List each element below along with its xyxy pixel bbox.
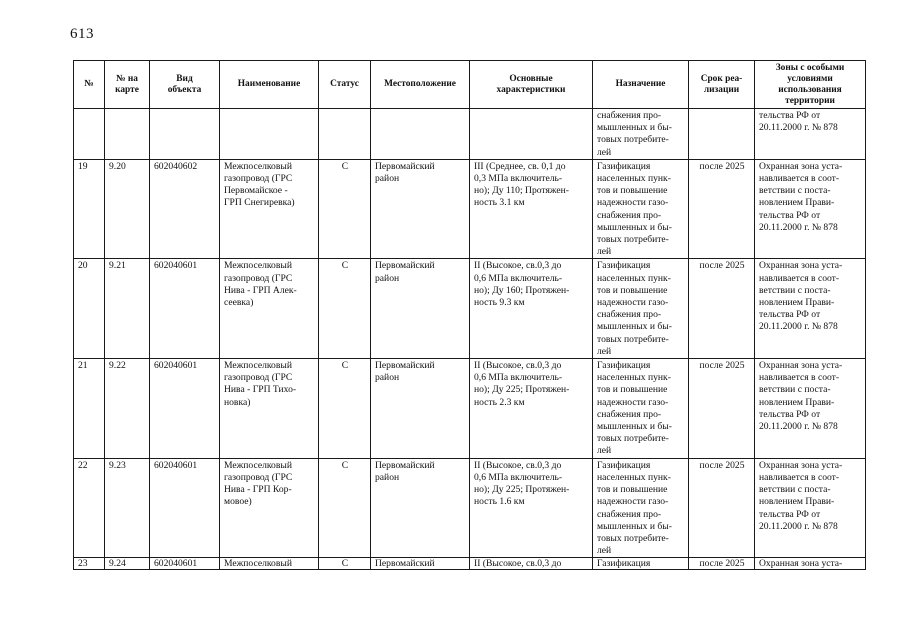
col-header-term: Срок реа- лизации <box>689 61 755 109</box>
cell-object-type: 602040602 <box>150 159 220 259</box>
cell-map-number: 9.21 <box>105 259 150 359</box>
col-header-object-type: Вид объекта <box>150 61 220 109</box>
cell-zones: Охранная зона уста- <box>755 558 866 570</box>
cell-zones: Охранная зона уста- навливается в соот- ветствии с поста- новлением Прави- тельства РФ от 20.11.2000 г. № 878 <box>755 159 866 259</box>
cell-term: после 2025 <box>689 558 755 570</box>
gas-pipeline-table <box>73 60 866 570</box>
cell-status <box>319 109 371 160</box>
cell-object-type: 602040601 <box>150 359 220 459</box>
table-row <box>74 359 866 459</box>
col-header-zones: Зоны с особыми условиями использования территории <box>755 61 866 109</box>
col-header-location: Местоположение <box>371 61 470 109</box>
col-header-number: № <box>74 61 105 109</box>
table-row <box>74 458 866 558</box>
cell-number: 19 <box>74 159 105 259</box>
cell-location: Первомайский район <box>371 159 470 259</box>
cell-purpose: Газификация населенных пунк- тов и повышение надежности газо- снабжения про- мышленных и бы- товых потребите- лей <box>593 359 689 459</box>
cell-purpose: снабжения про- мышленных и бы- товых потребите- лей <box>593 109 689 160</box>
cell-status: С <box>319 359 371 459</box>
table-row <box>74 159 866 259</box>
cell-zones: Охранная зона уста- навливается в соот- ветствии с поста- новлением Прави- тельства РФ от 20.11.2000 г. № 878 <box>755 458 866 558</box>
cell-purpose: Газификация населенных пунк- тов и повышение надежности газо- снабжения про- мышленных и бы- товых потребите- лей <box>593 259 689 359</box>
table-header-row <box>74 61 866 109</box>
cell-number: 23 <box>74 558 105 570</box>
cell-name: Межпоселковый газопровод (ГРС Нива - ГРП Тихо- новка) <box>220 359 319 459</box>
cell-object-type: 602040601 <box>150 259 220 359</box>
cell-status: С <box>319 259 371 359</box>
col-header-name: Наименование <box>220 61 319 109</box>
cell-zones: тельства РФ от 20.11.2000 г. № 878 <box>755 109 866 160</box>
col-header-characteristics: Основные характеристики <box>470 61 593 109</box>
col-header-status: Статус <box>319 61 371 109</box>
page-number: 613 <box>70 26 94 42</box>
cell-location: Первомайский район <box>371 359 470 459</box>
cell-characteristics <box>470 109 593 160</box>
cell-object-type: 602040601 <box>150 458 220 558</box>
cell-term <box>689 109 755 160</box>
table-row <box>74 558 866 570</box>
cell-number: 20 <box>74 259 105 359</box>
cell-name: Межпоселковый газопровод (ГРС Нива - ГРП Алек- сеевка) <box>220 259 319 359</box>
cell-number: 22 <box>74 458 105 558</box>
cell-purpose: Газификация <box>593 558 689 570</box>
cell-name: Межпоселковый газопровод (ГРС Первомайское - ГРП Снегиревка) <box>220 159 319 259</box>
cell-purpose: Газификация населенных пунк- тов и повышение надежности газо- снабжения про- мышленных и бы- товых потребите- лей <box>593 458 689 558</box>
cell-characteristics: II (Высокое, св.0,3 до 0,6 МПа включитель- но); Ду 225; Протяжен- ность 2.3 км <box>470 359 593 459</box>
cell-map-number: 9.23 <box>105 458 150 558</box>
cell-characteristics: II (Высокое, св.0,3 до 0,6 МПа включитель- но); Ду 225; Протяжен- ность 1.6 км <box>470 458 593 558</box>
cell-number: 21 <box>74 359 105 459</box>
cell-characteristics: II (Высокое, св.0,3 до <box>470 558 593 570</box>
cell-characteristics: III (Среднее, св. 0,1 до 0,3 МПа включитель- но); Ду 110; Протяжен- ность 3.1 км <box>470 159 593 259</box>
cell-purpose: Газификация населенных пунк- тов и повышение надежности газо- снабжения про- мышленных и бы- товых потребите- лей <box>593 159 689 259</box>
cell-status: С <box>319 159 371 259</box>
col-header-map-number: № на карте <box>105 61 150 109</box>
table-row-continuation <box>74 109 866 160</box>
cell-location <box>371 109 470 160</box>
cell-location: Первомайский район <box>371 259 470 359</box>
cell-object-type <box>150 109 220 160</box>
cell-location: Первомайский район <box>371 458 470 558</box>
col-header-purpose: Назначение <box>593 61 689 109</box>
cell-name <box>220 109 319 160</box>
cell-map-number: 9.24 <box>105 558 150 570</box>
cell-term: после 2025 <box>689 159 755 259</box>
cell-location: Первомайский <box>371 558 470 570</box>
cell-term: после 2025 <box>689 259 755 359</box>
cell-zones: Охранная зона уста- навливается в соот- ветствии с поста- новлением Прави- тельства РФ от 20.11.2000 г. № 878 <box>755 359 866 459</box>
cell-map-number: 9.22 <box>105 359 150 459</box>
cell-name: Межпоселковый газопровод (ГРС Нива - ГРП Кор- мовое) <box>220 458 319 558</box>
cell-zones: Охранная зона уста- навливается в соот- ветствии с поста- новлением Прави- тельства РФ от 20.11.2000 г. № 878 <box>755 259 866 359</box>
cell-status: С <box>319 558 371 570</box>
cell-term: после 2025 <box>689 458 755 558</box>
cell-characteristics: II (Высокое, св.0,3 до 0,6 МПа включитель- но); Ду 160; Протяжен- ность 9.3 км <box>470 259 593 359</box>
cell-map-number: 9.20 <box>105 159 150 259</box>
cell-term: после 2025 <box>689 359 755 459</box>
table-row <box>74 259 866 359</box>
cell-name: Межпоселковый <box>220 558 319 570</box>
cell-status: С <box>319 458 371 558</box>
cell-map-number <box>105 109 150 160</box>
cell-object-type: 602040601 <box>150 558 220 570</box>
cell-number <box>74 109 105 160</box>
